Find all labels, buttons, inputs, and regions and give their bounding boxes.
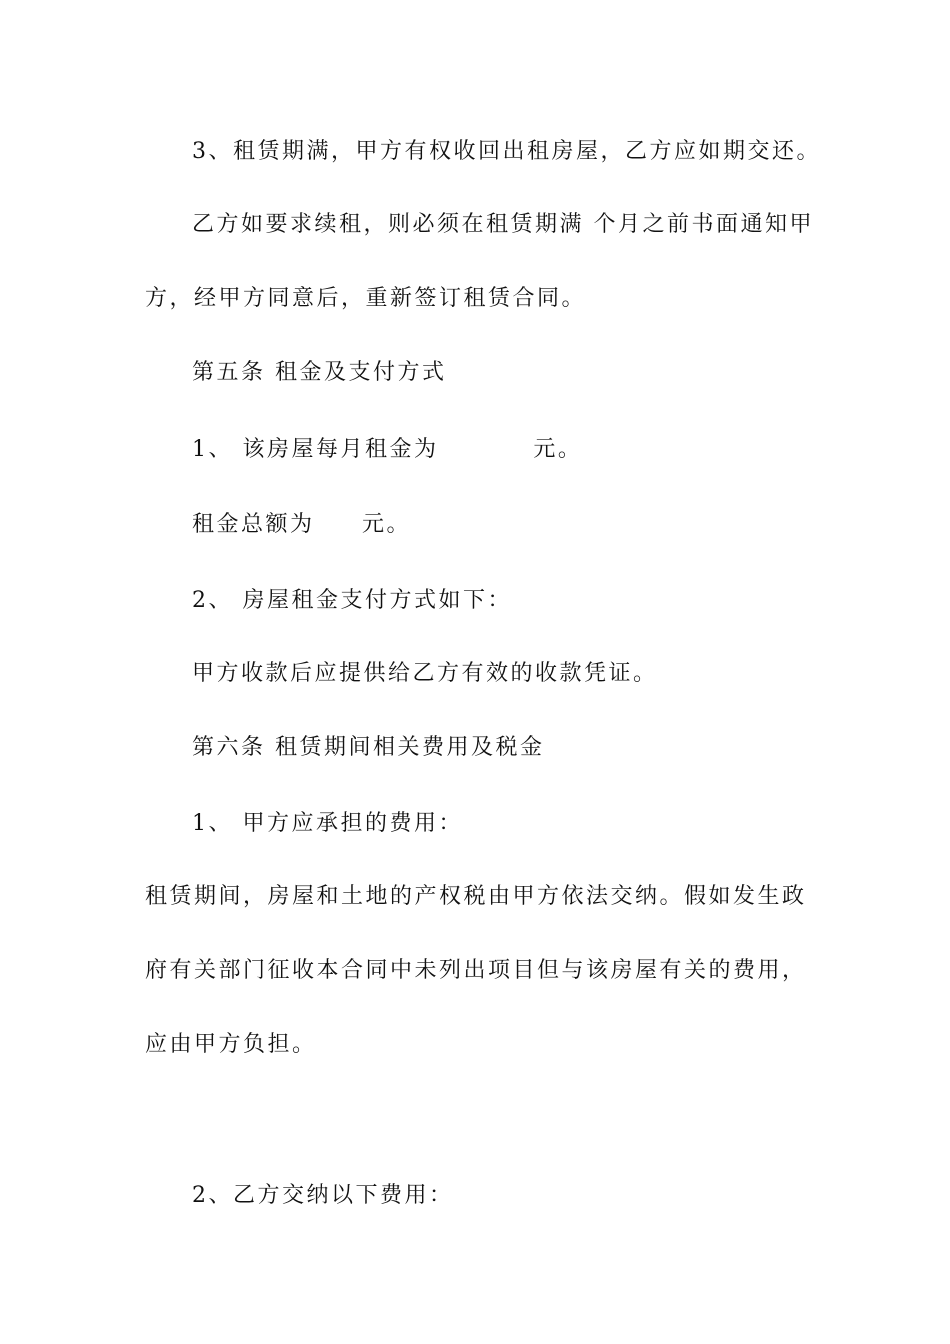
clause-5-2: 2、 房屋租金支付方式如下： (192, 588, 512, 613)
tax-paragraph-cont-2: 应由甲方负担。 (145, 1032, 317, 1057)
clause-6-1: 1、 甲方应承担的费用： (192, 811, 463, 836)
renewal-paragraph-cont: 方，经甲方同意后，重新签订租赁合同。 (145, 286, 587, 311)
tax-paragraph-cont-1: 府有关部门征收本合同中未列出项目但与该房屋有关的费用， (145, 958, 807, 983)
tax-paragraph: 租赁期间，房屋和土地的产权税由甲方依法交纳。假如发生政 (145, 884, 807, 909)
receipt-paragraph: 甲方收款后应提供给乙方有效的收款凭证。 (192, 661, 658, 686)
clause-4-3: 3、租赁期满，甲方有权收回出租房屋，乙方应如期交还。 (192, 139, 821, 164)
rent-total: 租金总额为 元。 (192, 512, 411, 537)
article-6-heading: 第六条 租赁期间相关费用及税金 (192, 735, 545, 760)
article-5-heading: 第五条 租金及支付方式 (192, 360, 447, 385)
clause-6-2: 2、乙方交纳以下费用： (192, 1183, 454, 1208)
clause-5-1: 1、 该房屋每月租金为 元。 (192, 437, 583, 462)
renewal-paragraph: 乙方如要求续租，则必须在租赁期满 个月之前书面通知甲 (192, 212, 814, 237)
